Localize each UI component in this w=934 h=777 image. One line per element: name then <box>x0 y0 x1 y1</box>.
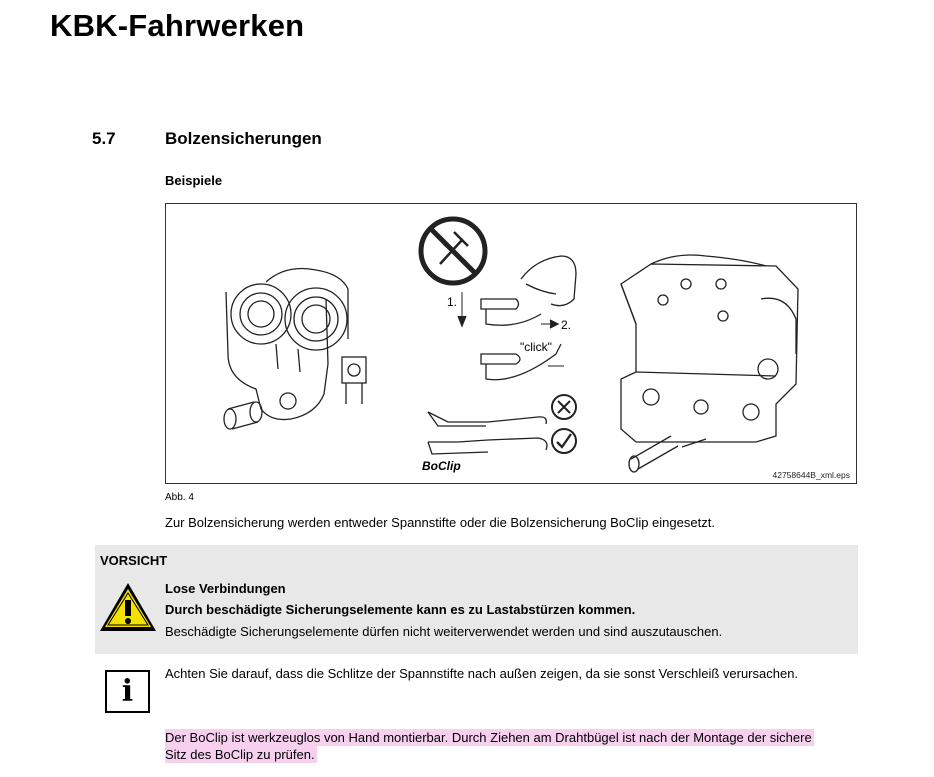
clip-examples-drawing <box>428 412 547 454</box>
caution-instruction: Beschädigte Sicherungselemente dürfen nicht weiterverwendet werden und sind auszutauschen. <box>165 624 723 639</box>
caution-heading: Lose Verbindungen <box>165 581 286 596</box>
figure-reference: 42758644B_xml.eps <box>772 470 850 480</box>
caution-title: VORSICHT <box>100 553 168 568</box>
cross-circle-icon <box>552 395 576 419</box>
trolley-plate-drawing <box>621 255 798 472</box>
figure <box>165 203 857 484</box>
body-paragraph: Zur Bolzensicherung werden entweder Spannstifte oder die Bolzensicherung BoClip eingesetzt. <box>165 515 715 530</box>
step-1-label: 1. <box>447 295 458 309</box>
subheading: Beispiele <box>165 173 223 188</box>
caution-box <box>95 545 858 654</box>
boclip-label: BoClip <box>422 459 461 473</box>
page-title: KBK-Fahrwerken <box>50 8 305 43</box>
check-circle-icon <box>552 429 576 453</box>
no-tools-icon <box>421 219 485 283</box>
warning-triangle-icon <box>98 581 158 633</box>
figure-caption: Abb. 4 <box>165 492 194 503</box>
highlighted-note-line-2: Sitz des BoClip zu prüfen. <box>165 747 315 762</box>
section-title: Bolzensicherungen <box>165 129 322 148</box>
caution-warning: Durch beschädigte Sicherungselemente kann es zu Lastabstürzen kommen. <box>165 602 636 617</box>
step-2-label: 2. <box>561 318 572 332</box>
info-text: Achten Sie darauf, dass die Schlitze der Spannstifte nach außen zeigen, da sie sonst Verschleiß verursachen. <box>165 666 799 681</box>
highlighted-note-line-1: Der BoClip ist werkzeuglos von Hand montierbar. Durch Ziehen am Drahtbügel ist nach der Montage der sichere <box>165 730 812 745</box>
trolley-wheels-drawing <box>224 269 366 430</box>
figure-illustration <box>166 204 858 485</box>
click-label: "click" <box>520 340 552 354</box>
info-icon: i <box>105 670 150 713</box>
section-number: 5.7 <box>92 129 116 148</box>
